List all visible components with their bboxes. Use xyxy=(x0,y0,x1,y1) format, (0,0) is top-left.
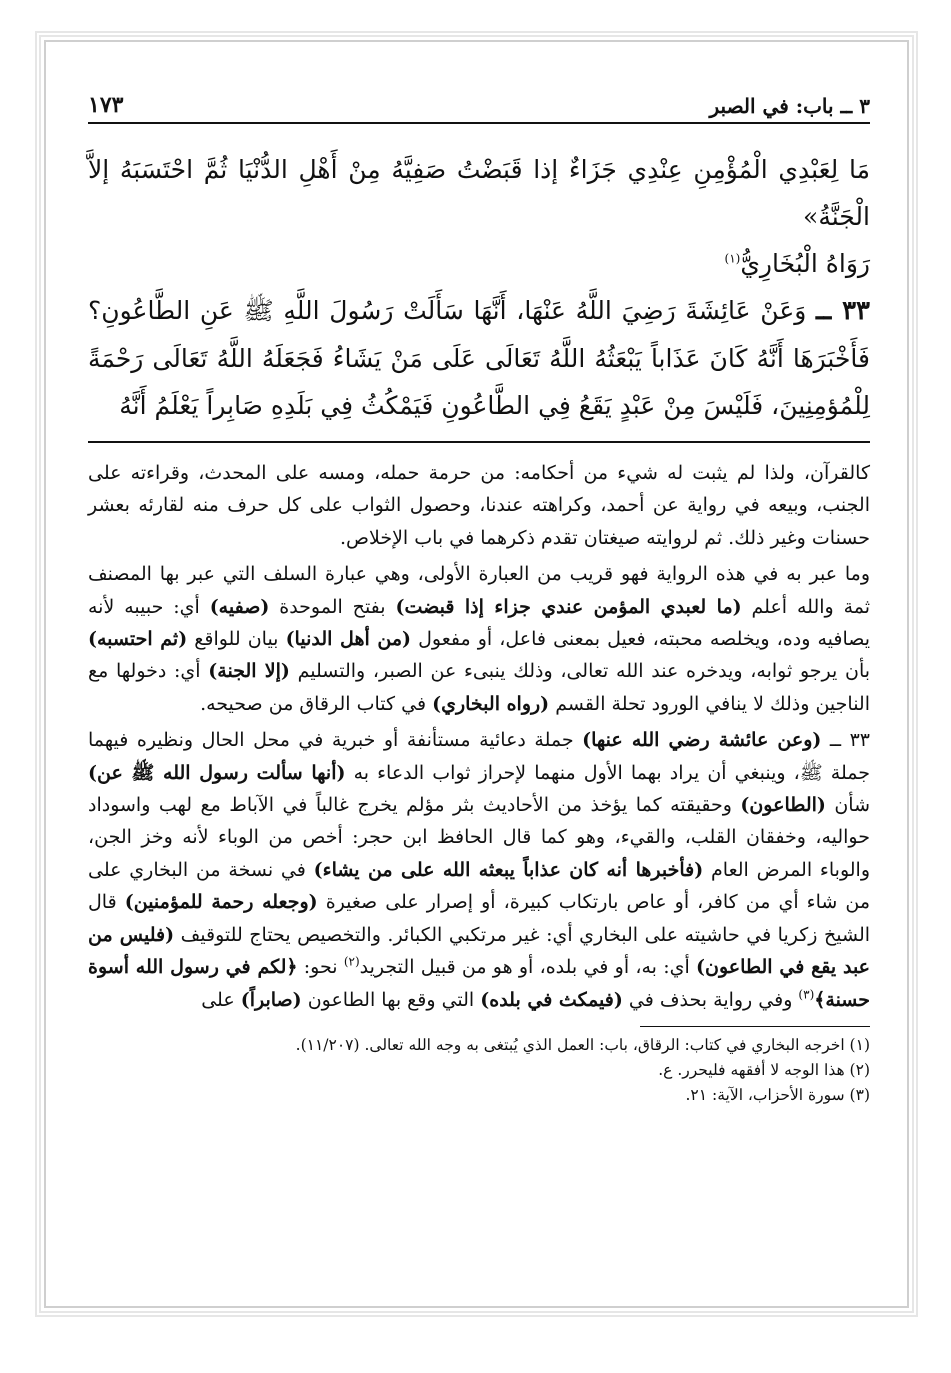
running-head xyxy=(88,84,870,124)
commentary-paragraph: وما عبر به في هذه الرواية فهو قريب من العبارة الأولى، وهي عبارة السلف التي عبر بها المصنف ثمة والله أعلم (ما لعبدي المؤمن عندي جزاء إذا قبضت) بفتح الموحدة (صفيه) أي: حبيبه لأنه يصافيه وده، ويخلصه محبته، فعيل بمعنى فاعل، أو مفعول (من أهل الدنيا) بيان للواقع (ثم احتسبه) بأن يرجو ثوابه، ويدخره عند الله تعالى، وذلك ينبىء عن الصبر، والتسليم (إلا الجنة) أي: دخولها مع الناجين وذلك لا ينافي الورود تحلة القسم (رواه البخاري) في كتاب الرقاق من صحيحه. xyxy=(88,563,871,715)
page-number: ١٧٣ xyxy=(88,92,124,118)
footnote: (٢) هذا الوجه لا أفقهه فليحرر. ع. xyxy=(658,1060,870,1079)
footnote: (١) اخرجه البخاري في كتاب: الرقاق، باب: العمل الذي يُبتغى به وجه الله تعالى. (١١/٢٠٧). xyxy=(295,1035,870,1054)
hadith-33: ٣٣ ــ وَعَنْ عَائِشَةَ رَضِيَ اللَّهُ عَنْهَا، أَنَّهَا سَأَلَتْ رَسُولَ اللَّهِ ﷺ عَنِ الطَّاعُونِ؟ فَأَخْبَرَهَا أَنَّهُ كَانَ عَذَاباً يَبْعَثُهُ اللَّهُ تَعَالَى عَلَى مَنْ يَشَاءُ فَجَعَلَهُ اللَّهُ تَعَالَى رَحْمَةً لِلْمُؤمِنِينَ، فَلَيْسَ مِنْ عَبْدٍ يَقَعُ فِي الطَّاعُونِ فَيَمْكُثُ فِي بَلَدِهِ صَابِراً يَعْلَمُ أَنَّهُ xyxy=(88,296,870,420)
hadith-number: ٣٣ ــ xyxy=(816,296,870,326)
commentary-paragraph: ٣٣ ــ (وعن عائشة رضي الله عنها) جملة دعائية مستأنفة أو خبرية في محل الحال ونظيره فيهما جملة ﷺ، وينبغي أن يراد بهما الأول منهما لإحراز ثواب الدعاء به (أنها سألت رسول الله ﷺ عن) شأن (الطاعون) وحقيقته كما يؤخذ من الأحاديث بثر مؤلم يخرج غالباً في الآباط مع لهب واسوداد حواليه، وخفقان القلب، والقيء، وهو كما قال الحافظ ابن حجر: أخص من الوباء لأنه وخز الجن، والوباء المرض العام (فأخبرها أنه كان عذاباً يبعثه الله على من يشاء) في نسخة من البخاري على من شاء أي من كافر، أو عاص بارتكاب كبيرة، أو إصرار على صغيرة (وجعله رحمة للمؤمنين) قال الشيخ زكريا في حاشيته على البخاري أي: غير مرتكبي الكبائر. والتخصيص يحتاج للتوقيف (فليس من عبد يقع في الطاعون) أي: به، أو في بلده، أو هو من قبيل التجريد$^{(٢)}$ نحو: ﴿لكم في رسول الله أسوة حسنة﴾$^{(٣)}$ وفي رواية بحذف في (فيمكث في بلده) التي وقع بها الطاعون (صابراً) على xyxy=(88,729,871,1011)
footnotes xyxy=(88,1033,870,1108)
footnote-ref: (٣) xyxy=(798,987,815,1002)
text-divider xyxy=(88,441,870,443)
commentary-paragraph: كالقرآن، ولذا لم يثبت له شيء من أحكامه: من حرمة حمله، ومسه على المحدث، وقراءته على الجنب، وبيعه في رواية عن أحمد، وكراهته عندنا، وحصول الثواب على كل حرف منه لقارئه بعشر حسنات وغير ذلك. ثم لروايته صيغتان تقدم ذكرهما في باب الإخلاص. xyxy=(88,462,870,549)
book-page xyxy=(88,84,870,1108)
commentary xyxy=(88,457,870,1016)
paragraph-number: ٣٣ ــ xyxy=(829,729,870,752)
footnote-ref: (١) xyxy=(724,251,741,266)
footnote-ref: (٢) xyxy=(343,954,360,969)
hadith-line: مَا لِعَبْدِي الْمُؤْمِنِ عِنْدِي جَزَاءٌ إذا قَبَضْتُ صَفِيَّهُ مِنْ أَهْلِ الدُّنْيَا ثُمَّ احْتَسَبَهُ إلاَّ الْجَنَّةُ» xyxy=(88,155,870,231)
footnote-divider xyxy=(640,1026,870,1027)
hadith-narration: رَوَاهُ الْبُخَارِيُّ$^{(١)}$ xyxy=(724,249,870,278)
chapter-title: ٣ ــ باب: في الصبر xyxy=(709,94,870,118)
footnote: (٣) سورة الأحزاب، الآية: ٢١. xyxy=(685,1085,870,1104)
hadith-text xyxy=(88,146,870,429)
